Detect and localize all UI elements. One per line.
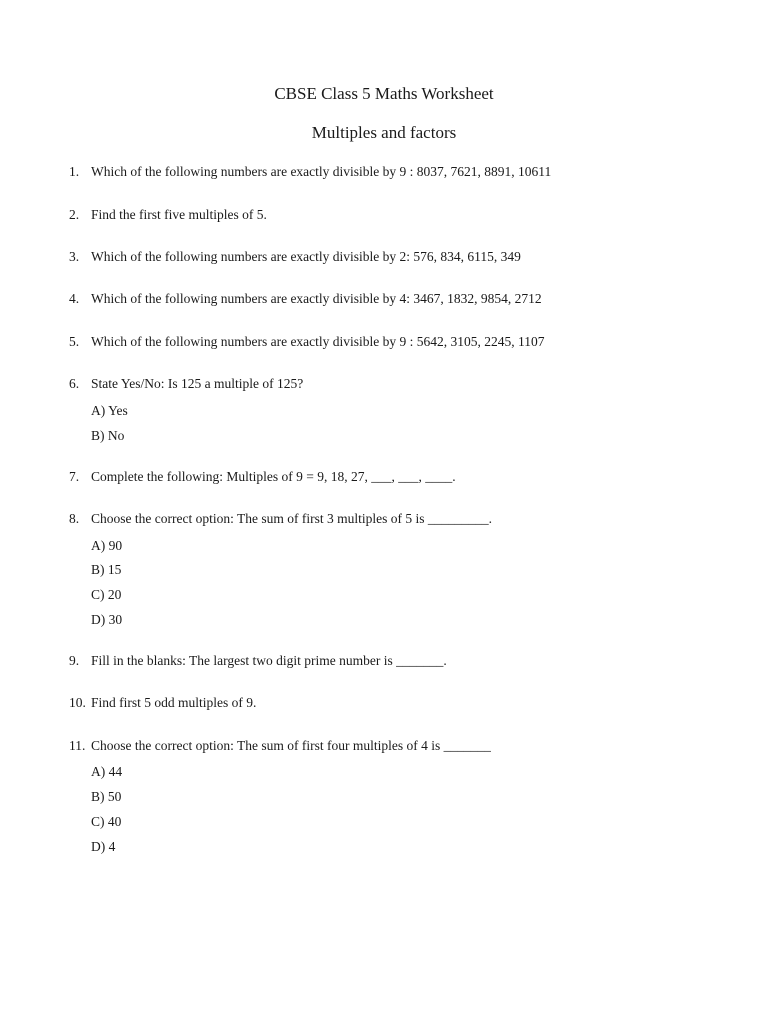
question-text: Fill in the blanks: The largest two digit prime number is _______. (91, 653, 447, 668)
option-8c: C) 20 (91, 587, 122, 602)
question-text: Which of the following numbers are exactly divisible by 4: 3467, 1832, 9854, 2712 (91, 291, 542, 306)
option-11a: A) 44 (91, 764, 123, 779)
question-6 (69, 375, 749, 393)
option-11c: C) 40 (91, 814, 122, 829)
option-8b: B) 15 (91, 562, 122, 577)
question-number: 2. (69, 207, 80, 222)
option-6a: A) Yes (91, 403, 128, 418)
question-text: Which of the following numbers are exactly divisible by 2: 576, 834, 6115, 349 (91, 249, 521, 264)
question-text: Choose the correct option: The sum of first 3 multiples of 5 is _________. (91, 511, 492, 526)
question-8 (69, 510, 749, 528)
question-7 (69, 468, 749, 486)
question-number: 4. (69, 291, 80, 306)
question-text: Choose the correct option: The sum of first four multiples of 4 is _______ (91, 738, 491, 753)
option-8a: A) 90 (91, 538, 123, 553)
question-4 (69, 290, 749, 308)
question-11 (69, 737, 749, 755)
question-number: 6. (69, 376, 80, 391)
option-11b: B) 50 (91, 789, 122, 804)
question-5 (69, 333, 749, 351)
question-number: 9. (69, 653, 80, 668)
question-number: 10. (69, 695, 86, 710)
question-10 (69, 694, 749, 712)
question-text: Complete the following: Multiples of 9 = 9, 18, 27, ___, ___, ____. (91, 469, 456, 484)
question-number: 1. (69, 164, 80, 179)
option-6b: B) No (91, 428, 125, 443)
question-number: 11. (69, 738, 86, 753)
option-8d: D) 30 (91, 612, 123, 627)
worksheet-subtitle: Multiples and factors (311, 123, 457, 142)
question-text: Find the first five multiples of 5. (91, 207, 267, 222)
question-text: Which of the following numbers are exactly divisible by 9 : 8037, 7621, 8891, 10611 (91, 164, 552, 179)
question-number: 5. (69, 334, 80, 349)
option-11d: D) 4 (91, 839, 116, 854)
question-3 (69, 248, 749, 266)
worksheet-title: CBSE Class 5 Maths Worksheet (274, 84, 494, 103)
question-number: 8. (69, 511, 80, 526)
question-text: State Yes/No: Is 125 a multiple of 125? (91, 376, 304, 391)
question-2 (69, 206, 749, 224)
question-number: 7. (69, 469, 80, 484)
question-9 (69, 652, 749, 670)
question-text: Which of the following numbers are exactly divisible by 9 : 5642, 3105, 2245, 1107 (91, 334, 545, 349)
question-text: Find first 5 odd multiples of 9. (91, 695, 257, 710)
question-1 (69, 163, 749, 181)
question-number: 3. (69, 249, 80, 264)
